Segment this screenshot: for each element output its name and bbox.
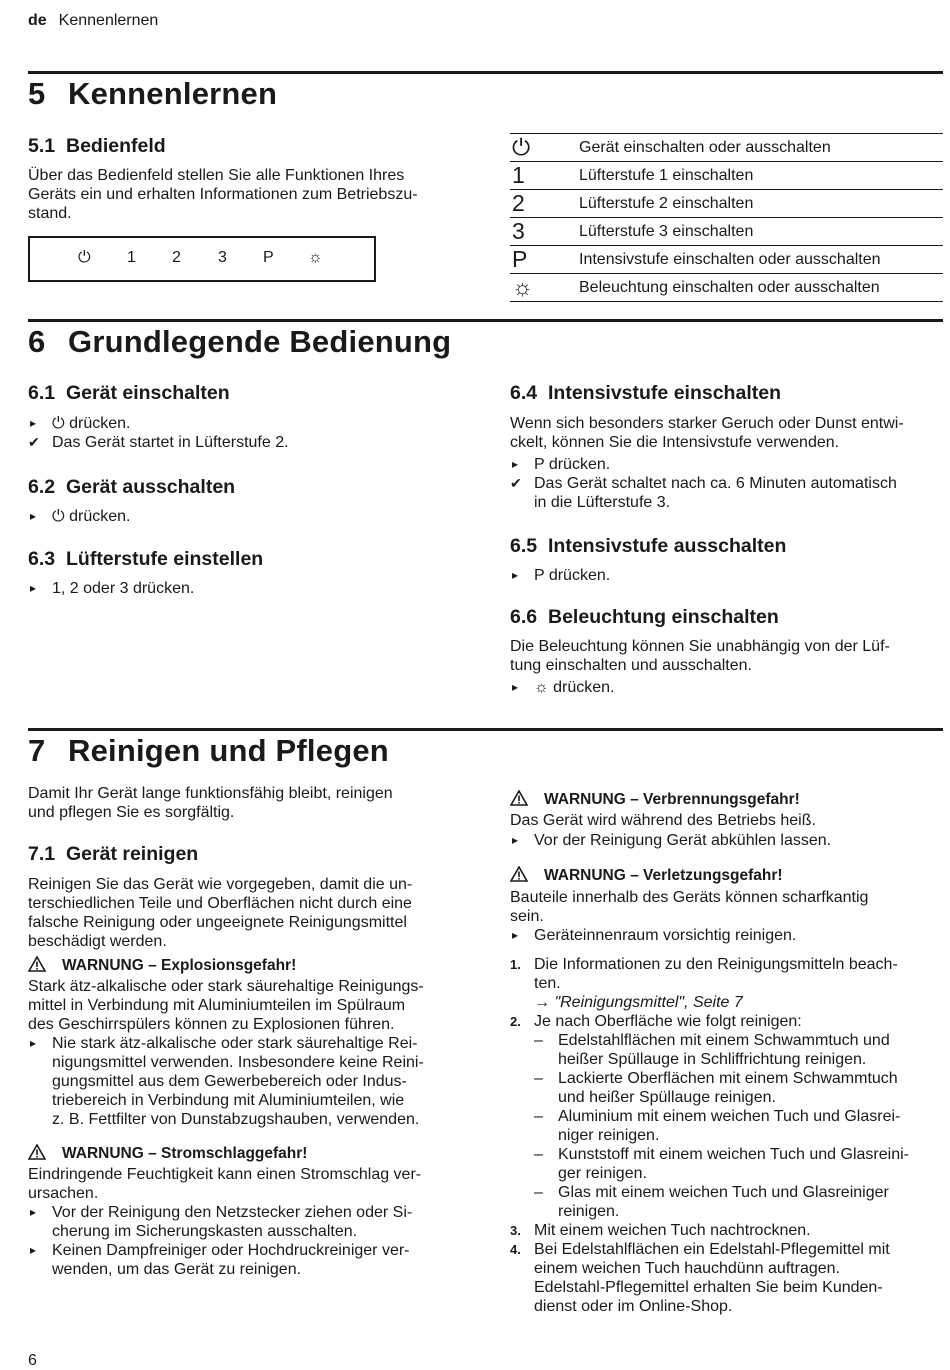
dash-marker: – — [534, 1070, 543, 1087]
text-line: Geräts ein und erhalten Informationen zum Betriebszu- — [28, 186, 418, 203]
text-line: Glas mit einem weichen Tuch und Glasreiniger — [558, 1184, 889, 1201]
table-row — [510, 134, 943, 162]
text-line: Bei Edelstahlflächen ein Edelstahl-Pflegemittel mit — [534, 1241, 890, 1258]
subsection-number: 6.4 — [510, 382, 538, 404]
step-arrow-icon: ▸ — [512, 928, 519, 942]
section-7-1-heading — [28, 843, 198, 866]
result-text: Das Gerät startet in Lüfterstufe 2. — [52, 434, 289, 451]
step-number: 1. — [510, 957, 521, 972]
step-text: ☼ drücken. — [534, 679, 615, 696]
text-line: z. B. Fettfilter von Dunstabzugshauben, verwenden. — [52, 1111, 420, 1128]
result-text: Das Gerät schaltet nach ca. 6 Minuten automatisch — [534, 475, 897, 492]
text-line: Kunststoff mit einem weichen Tuch und Glasreini- — [558, 1146, 909, 1163]
paragraph — [510, 637, 943, 675]
list-item — [510, 566, 943, 585]
step-list — [28, 414, 468, 452]
step-list — [510, 926, 943, 945]
step-number: 2. — [510, 1014, 521, 1029]
step-text: P drücken. — [534, 456, 611, 473]
list-item — [28, 1034, 468, 1129]
subsection-number: 6.1 — [28, 382, 56, 404]
text-line: mittel in Verbindung mit Aluminiumteilen im Spülraum — [28, 997, 406, 1014]
list-item — [510, 926, 943, 945]
text-line: sein. — [510, 908, 544, 925]
checkmark-icon: ✔ — [510, 475, 522, 491]
list-item — [510, 1240, 943, 1316]
table-row — [510, 218, 943, 246]
intensive-icon: P — [510, 246, 579, 274]
text-line: reinigen. — [558, 1203, 620, 1220]
list-item — [510, 955, 943, 1012]
warning-triangle-icon — [28, 1144, 46, 1160]
step-arrow-icon: ▸ — [512, 833, 519, 847]
text-line: nigungsmittel verwenden. Insbesondere keine Reini- — [52, 1054, 424, 1071]
text-line: einem weichen Tuch hauchdünn auftragen. — [534, 1260, 840, 1277]
text-line: niger reinigen. — [558, 1127, 660, 1144]
section-title: Reinigen und Pflegen — [68, 733, 389, 768]
warning-triangle-icon — [510, 866, 528, 882]
section-5-heading — [28, 76, 277, 112]
section-6-6-heading — [510, 606, 779, 629]
section-6-2-heading — [28, 476, 235, 499]
subsection-title: Gerät reinigen — [66, 843, 199, 865]
section-rule — [28, 728, 943, 731]
subsection-title: Gerät ausschalten — [66, 476, 236, 498]
warning-injury-title — [510, 866, 783, 885]
list-item — [28, 579, 468, 598]
table-cell: Beleuchtung einschalten oder ausschalten — [579, 274, 943, 302]
text-line: Vor der Reinigung den Netzstecker ziehen oder Si- — [52, 1204, 413, 1221]
section-title: Grundlegende Bedienung — [68, 324, 452, 359]
section-rule — [28, 319, 943, 322]
table-row — [510, 162, 943, 190]
subsection-title: Bedienfeld — [66, 135, 166, 157]
page-number: 6 — [28, 1352, 37, 1369]
step-list — [28, 507, 468, 526]
subsection-number: 6.6 — [510, 606, 538, 628]
list-item — [28, 507, 468, 526]
intensive-icon: P — [263, 249, 274, 266]
fan-level-3-icon: 3 — [218, 249, 227, 266]
power-icon: ⏻ — [510, 134, 579, 162]
list-item — [28, 1241, 468, 1279]
text-line: falsche Reinigung oder ungeeignete Reinigungsmittel — [28, 914, 407, 931]
text-line: wenden, um das Gerät zu reinigen. — [52, 1261, 302, 1278]
step-text: 1, 2 oder 3 drücken. — [52, 580, 195, 597]
list-item — [28, 1203, 468, 1241]
dash-marker: – — [534, 1108, 543, 1125]
text-line: Die Beleuchtung können Sie unabhängig von der Lüf- — [510, 638, 890, 655]
dash-marker: – — [534, 1146, 543, 1163]
step-list — [510, 455, 943, 512]
paragraph — [28, 977, 468, 1034]
warning-text: WARNUNG – Verletzungsgefahr! — [544, 867, 783, 884]
section-number: 7 — [28, 733, 46, 768]
text-line: Edelstahl-Pflegemittel erhalten Sie beim Kunden- — [534, 1279, 883, 1296]
text-line: Bauteile innerhalb des Geräts können scharfkantig — [510, 889, 869, 906]
light-icon: ☼ — [308, 249, 323, 266]
list-item — [510, 474, 943, 512]
text-line: Je nach Oberfläche wie folgt reinigen: — [534, 1013, 802, 1030]
result-text: in die Lüfterstufe 3. — [534, 494, 671, 511]
section-7-heading — [28, 733, 389, 769]
text-line: Lackierte Oberflächen mit einem Schwammtuch — [558, 1070, 898, 1087]
section-6-4-heading — [510, 382, 781, 405]
text-line: und pflegen Sie es sorgfältig. — [28, 804, 235, 821]
section-6-heading — [28, 324, 451, 360]
paragraph — [510, 888, 943, 926]
step-arrow-icon: ▸ — [30, 1036, 37, 1050]
text-line: Über das Bedienfeld stellen Sie alle Funktionen Ihres — [28, 167, 405, 184]
warning-electric-shock-title — [28, 1144, 307, 1163]
text-line: Nie stark ätz-alkalische oder stark säurehaltige Rei- — [52, 1035, 418, 1052]
step-list — [28, 579, 468, 598]
list-item — [28, 433, 468, 452]
table-row — [510, 274, 943, 302]
step-arrow-icon: ▸ — [512, 680, 519, 694]
subsection-number: 6.3 — [28, 548, 56, 570]
step-list — [510, 566, 943, 585]
table-cell: Gerät einschalten oder ausschalten — [579, 134, 943, 162]
text-line: heißer Spüllauge in Schliffrichtung reinigen. — [558, 1051, 867, 1068]
list-item — [534, 1183, 943, 1221]
section-number: 6 — [28, 324, 46, 359]
list-item — [510, 678, 943, 697]
table-row — [510, 246, 943, 274]
fan-level-1-icon: 1 — [127, 249, 136, 266]
step-text: P drücken. — [534, 567, 611, 584]
step-text: Vor der Reinigung Gerät abkühlen lassen. — [534, 832, 832, 849]
step-arrow-icon: ▸ — [30, 509, 37, 523]
text-line: Mit einem weichen Tuch nachtrocknen. — [534, 1222, 811, 1239]
text-line: terschiedlichen Teile und Oberflächen nicht durch eine — [28, 895, 412, 912]
warning-text: WARNUNG – Stromschlaggefahr! — [62, 1145, 308, 1162]
text-line: gungsmittel aus dem Gewerbebereich oder Indus- — [52, 1073, 407, 1090]
list-item — [510, 1012, 943, 1221]
subsection-title: Gerät einschalten — [66, 382, 230, 404]
fan-level-1-icon: 1 — [510, 162, 579, 190]
text-line: ger reinigen. — [558, 1165, 647, 1182]
list-item — [28, 414, 468, 433]
warning-burn-title — [510, 790, 800, 809]
subsection-title: Beleuchtung einschalten — [548, 606, 779, 628]
warning-explosion-title — [28, 956, 296, 975]
paragraph — [28, 784, 468, 822]
step-text: ⏻ drücken. — [52, 415, 131, 432]
text-line: ten. — [534, 975, 561, 992]
subsection-number: 6.5 — [510, 535, 538, 557]
table-cell: Intensivstufe einschalten oder ausschalten — [579, 246, 943, 274]
step-arrow-icon: ▸ — [512, 457, 519, 471]
text-line: Aluminium mit einem weichen Tuch und Glasrei- — [558, 1108, 901, 1125]
section-title: Kennenlernen — [68, 76, 278, 111]
text-line: Die Informationen zu den Reinigungsmitteln beach- — [534, 956, 898, 973]
section-number: 5 — [28, 76, 46, 111]
warning-triangle-icon — [510, 790, 528, 806]
step-number: 4. — [510, 1242, 521, 1257]
table-cell: Lüfterstufe 3 einschalten — [579, 218, 943, 246]
step-list — [510, 831, 943, 850]
text-line: Wenn sich besonders starker Geruch oder Dunst entwi- — [510, 415, 904, 432]
section-6-1-heading — [28, 382, 230, 405]
text-line: Edelstahlflächen mit einem Schwammtuch und — [558, 1032, 890, 1049]
subsection-number: 6.2 — [28, 476, 56, 498]
text-line: beschädigt werden. — [28, 933, 167, 950]
text-line: ursachen. — [28, 1185, 99, 1202]
text-line: Reinigen Sie das Gerät wie vorgegeben, damit die un- — [28, 876, 413, 893]
table-row — [510, 190, 943, 218]
step-number: 3. — [510, 1223, 521, 1238]
subsection-title: Intensivstufe einschalten — [548, 382, 781, 404]
paragraph — [510, 414, 943, 452]
step-arrow-icon: ▸ — [512, 568, 519, 582]
text-line: triebereich in Verbindung mit Aluminiumteilen, wie — [52, 1092, 405, 1109]
dash-marker: – — [534, 1032, 543, 1049]
subsection-title: Lüfterstufe einstellen — [66, 548, 264, 570]
text-line: und heißer Spüllauge reinigen. — [558, 1089, 776, 1106]
light-icon: ☼ — [510, 274, 579, 302]
fan-level-3-icon: 3 — [510, 218, 579, 246]
text-line: Eindringende Feuchtigkeit kann einen Stromschlag ver- — [28, 1166, 422, 1183]
checkmark-icon: ✔ — [28, 434, 40, 450]
language-code: de — [28, 12, 47, 29]
subsection-title: Intensivstufe ausschalten — [548, 535, 787, 557]
warning-triangle-icon — [28, 956, 46, 972]
section-rule — [28, 71, 943, 74]
list-item — [510, 455, 943, 474]
paragraph — [28, 875, 468, 951]
warning-text: WARNUNG – Explosionsgefahr! — [62, 957, 297, 974]
text-line: dienst oder im Online-Shop. — [534, 1298, 733, 1315]
text-line: ckelt, können Sie die Intensivstufe verwenden. — [510, 434, 840, 451]
section-6-5-heading — [510, 535, 786, 558]
numbered-step-list — [510, 955, 943, 1316]
text-line: Damit Ihr Gerät lange funktionsfähig bleibt, reinigen — [28, 785, 393, 802]
list-item — [534, 1031, 943, 1069]
warning-text: WARNUNG – Verbrennungsgefahr! — [544, 791, 800, 808]
step-list — [28, 1034, 468, 1129]
step-arrow-icon: ▸ — [30, 581, 37, 595]
subsection-number: 5.1 — [28, 135, 56, 157]
text-line: des Geschirrspülers können zu Explosionen führen. — [28, 1016, 395, 1033]
step-text: Geräteinnenraum vorsichtig reinigen. — [534, 927, 797, 944]
list-item — [534, 1145, 943, 1183]
sub-list — [534, 1031, 943, 1221]
step-list — [510, 678, 943, 697]
text-line: Das Gerät wird während des Betriebs heiß. — [510, 812, 816, 829]
dash-marker: – — [534, 1184, 543, 1201]
text-line: cherung im Sicherungskasten ausschalten. — [52, 1223, 358, 1240]
power-icon: ⏻ — [78, 249, 91, 266]
running-header — [28, 12, 158, 30]
step-text: ⏻ drücken. — [52, 508, 131, 525]
symbol-table — [510, 133, 943, 302]
table-cell: Lüfterstufe 1 einschalten — [579, 162, 943, 190]
step-arrow-icon: ▸ — [30, 416, 37, 430]
step-arrow-icon: ▸ — [30, 1243, 37, 1257]
fan-level-2-icon: 2 — [510, 190, 579, 218]
control-panel-diagram — [28, 236, 376, 282]
list-item — [534, 1107, 943, 1145]
paragraph — [510, 811, 943, 830]
table-cell: Lüfterstufe 2 einschalten — [579, 190, 943, 218]
paragraph — [28, 1165, 468, 1203]
subsection-number: 7.1 — [28, 843, 56, 865]
text-line: Stark ätz-alkalische oder stark säurehaltige Reinigungs- — [28, 978, 424, 995]
text-line: Keinen Dampfreiniger oder Hochdruckreiniger ver- — [52, 1242, 410, 1259]
list-item — [510, 1221, 943, 1240]
cross-reference: → "Reinigungsmittel", Seite 7 — [534, 994, 743, 1011]
text-line: tung einschalten und ausschalten. — [510, 657, 752, 674]
text-line: stand. — [28, 205, 72, 222]
section-5-1-heading — [28, 135, 166, 158]
step-list — [28, 1203, 468, 1279]
list-item — [534, 1069, 943, 1107]
paragraph — [28, 166, 468, 223]
list-item — [510, 831, 943, 850]
header-title: Kennenlernen — [58, 12, 159, 29]
step-arrow-icon: ▸ — [30, 1205, 37, 1219]
section-6-3-heading — [28, 548, 263, 571]
fan-level-2-icon: 2 — [172, 249, 181, 266]
